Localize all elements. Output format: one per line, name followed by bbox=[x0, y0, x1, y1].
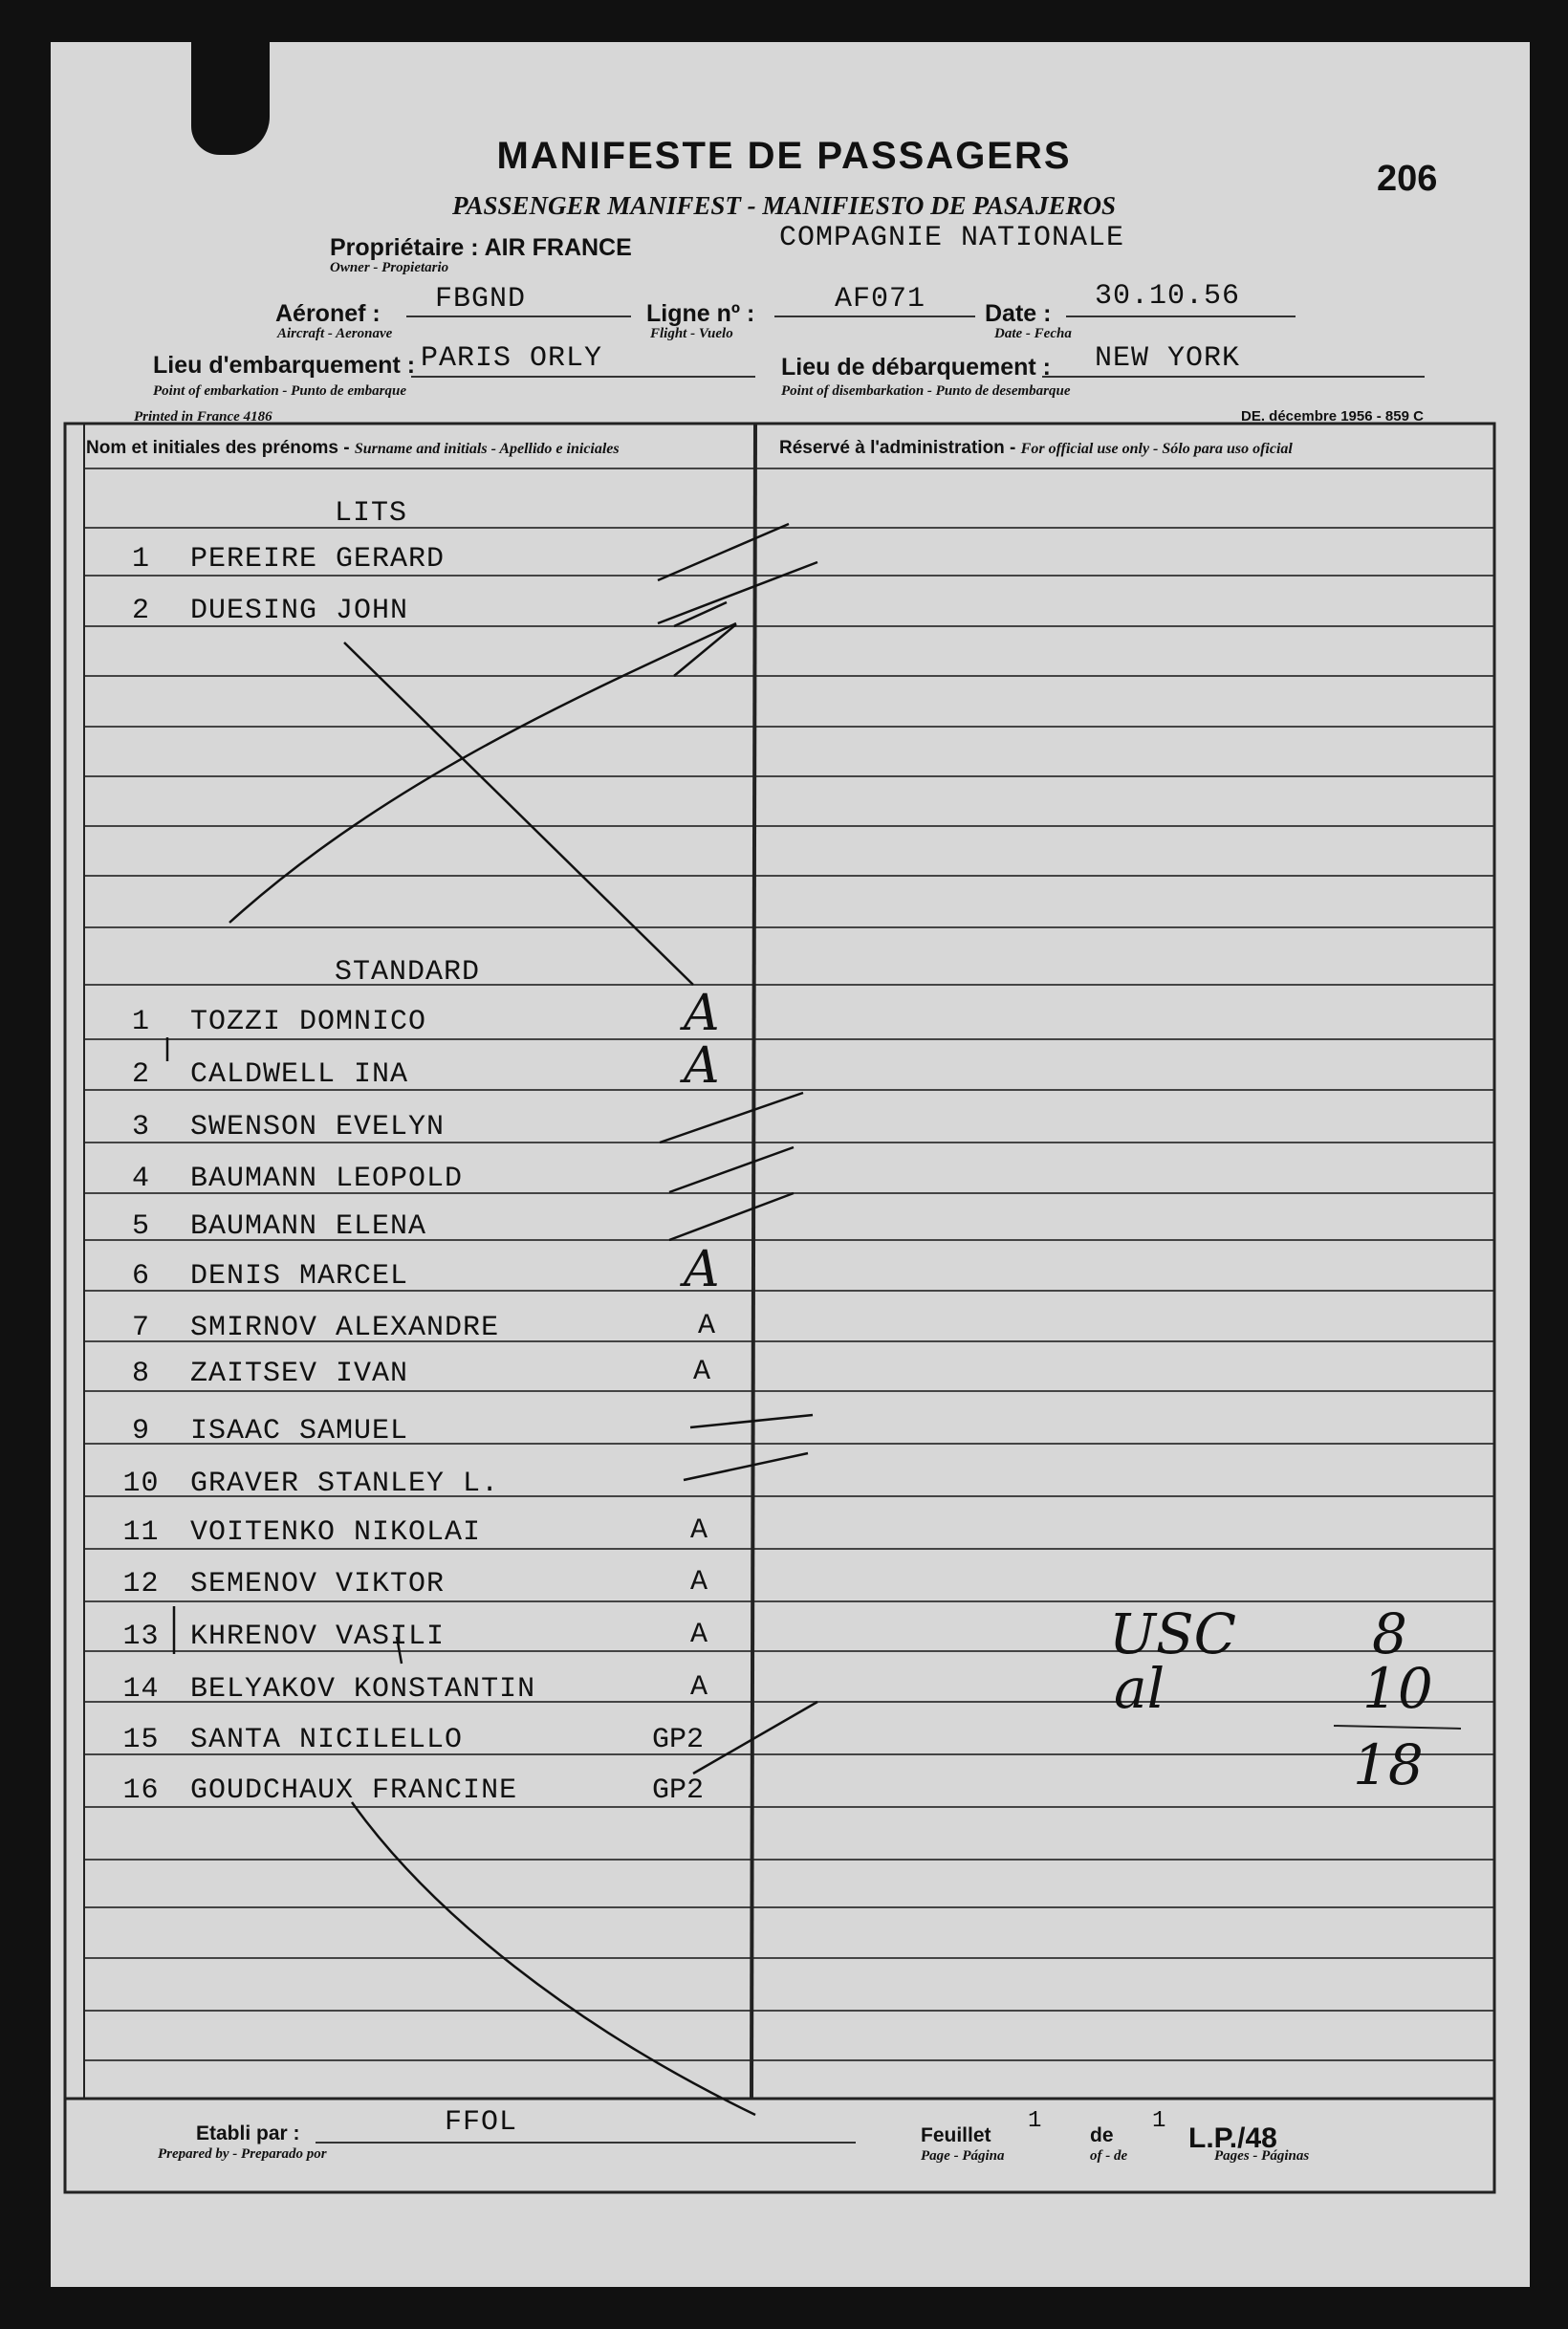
document-subtitle: PASSENGER MANIFEST - MANIFIESTO DE PASAJEROS bbox=[452, 191, 1116, 220]
admin-note-usc-value: 8 bbox=[1372, 1601, 1407, 1666]
passenger-name: TOZZI DOMNICO bbox=[190, 1006, 427, 1038]
passenger-number: 7 bbox=[131, 1312, 150, 1344]
standard-row bbox=[110, 1673, 535, 1711]
disembark-sublabel: Point of disembarkation - Punto de desembarque bbox=[781, 383, 1071, 399]
sheet-label: Feuillet bbox=[921, 2124, 991, 2146]
passenger-name: ZAITSEV IVAN bbox=[190, 1358, 409, 1390]
aircraft-label: Aéronef : bbox=[275, 300, 381, 327]
passenger-name: GOUDCHAUX FRANCINE bbox=[190, 1774, 518, 1807]
passenger-name: SMIRNOV ALEXANDRE bbox=[190, 1312, 500, 1344]
passenger-number: 12 bbox=[122, 1568, 160, 1600]
page-number: 206 bbox=[1377, 159, 1438, 199]
passenger-name: SWENSON EVELYN bbox=[190, 1111, 446, 1143]
passenger-name: DUESING JOHN bbox=[190, 595, 409, 627]
passenger-name: PEREIRE GERARD bbox=[190, 543, 446, 576]
passenger-number: 3 bbox=[131, 1111, 150, 1143]
note-mark: A bbox=[690, 1619, 708, 1651]
section-title-standard: STANDARD bbox=[335, 956, 481, 989]
prepared-sublabel: Prepared by - Preparado por bbox=[158, 2146, 327, 2162]
passenger-number: 9 bbox=[131, 1415, 150, 1447]
owner-label: Propriétaire : AIR FRANCE bbox=[330, 234, 632, 261]
passenger-number: 13 bbox=[122, 1621, 160, 1653]
note-mark: GP2 bbox=[652, 1774, 705, 1807]
passenger-number: 2 bbox=[131, 595, 150, 627]
passenger-name: KHRENOV VASILI bbox=[190, 1621, 446, 1653]
standard-row bbox=[110, 1163, 463, 1201]
passenger-number: 4 bbox=[131, 1163, 150, 1195]
aircraft-value: FBGND bbox=[435, 283, 527, 316]
owner-value: COMPAGNIE NATIONALE bbox=[779, 222, 1125, 254]
standard-row bbox=[110, 1358, 408, 1396]
standard-row bbox=[110, 1568, 445, 1606]
lits-row bbox=[110, 595, 408, 633]
passenger-name: SEMENOV VIKTOR bbox=[190, 1568, 446, 1600]
note-mark: GP2 bbox=[652, 1724, 705, 1756]
note-mark: A bbox=[690, 1671, 708, 1704]
standard-row bbox=[110, 1724, 463, 1762]
owner-sublabel: Owner - Propietario bbox=[330, 260, 449, 275]
of-value: 1 bbox=[1152, 2108, 1167, 2134]
passenger-name: CALDWELL INA bbox=[190, 1058, 409, 1091]
standard-row bbox=[110, 1260, 408, 1298]
standard-row bbox=[110, 1006, 426, 1044]
passenger-number: 11 bbox=[122, 1516, 160, 1549]
note-mark: A bbox=[684, 1241, 720, 1298]
admin-note-total: 18 bbox=[1353, 1732, 1424, 1797]
passenger-name: SANTA NICILELLO bbox=[190, 1724, 464, 1756]
disembark-value: NEW YORK bbox=[1095, 342, 1241, 375]
passenger-number: 1 bbox=[131, 1006, 150, 1038]
flight-value: AF071 bbox=[835, 283, 926, 316]
of-label: de bbox=[1090, 2124, 1114, 2146]
passenger-name: BELYAKOV KONSTANTIN bbox=[190, 1673, 536, 1706]
standard-row bbox=[110, 1111, 445, 1149]
standard-row bbox=[110, 1058, 408, 1097]
note-mark: A bbox=[690, 1566, 708, 1599]
passenger-number: 14 bbox=[122, 1673, 160, 1706]
printed-note: Printed in France 4186 bbox=[134, 409, 272, 424]
pages-sublabel: Pages - Páginas bbox=[1214, 2148, 1310, 2164]
column-header-admin: Réservé à l'administration - For official use only - Sólo para uso oficial bbox=[779, 438, 1293, 458]
note-mark: A bbox=[690, 1514, 708, 1547]
stamp: L.P./48 bbox=[1188, 2122, 1277, 2154]
standard-row bbox=[110, 1621, 445, 1659]
date-sublabel: Date - Fecha bbox=[994, 326, 1072, 341]
prepared-label: Etabli par : bbox=[196, 2122, 300, 2144]
passenger-number: 6 bbox=[131, 1260, 150, 1293]
standard-row bbox=[110, 1415, 408, 1453]
passenger-number: 1 bbox=[131, 543, 150, 576]
embark-label: Lieu d'embarquement : bbox=[153, 352, 416, 379]
note-mark: A bbox=[693, 1356, 711, 1388]
passenger-number: 8 bbox=[131, 1358, 150, 1390]
passenger-number: 2 bbox=[131, 1058, 150, 1091]
sheet-sublabel: Page - Página bbox=[921, 2148, 1005, 2164]
form-code: DE. décembre 1956 - 859 C bbox=[1241, 408, 1424, 424]
note-mark: A bbox=[698, 1310, 716, 1342]
standard-row bbox=[110, 1516, 481, 1555]
standard-row bbox=[110, 1774, 517, 1813]
note-mark: A bbox=[684, 1037, 720, 1095]
admin-note-al-value: 10 bbox=[1362, 1656, 1433, 1721]
flight-label: Ligne nº : bbox=[646, 300, 755, 327]
embark-value: PARIS ORLY bbox=[421, 342, 603, 375]
passenger-number: 15 bbox=[122, 1724, 160, 1756]
handwritten-total-line bbox=[1334, 1726, 1461, 1729]
sheet-value: 1 bbox=[1028, 2108, 1043, 2134]
passenger-number: 5 bbox=[131, 1210, 150, 1243]
passenger-name: DENIS MARCEL bbox=[190, 1260, 409, 1293]
standard-row bbox=[110, 1210, 426, 1249]
lits-row bbox=[110, 543, 445, 581]
aircraft-sublabel: Aircraft - Aeronave bbox=[277, 326, 393, 341]
flight-sublabel: Flight - Vuelo bbox=[650, 326, 733, 341]
disembark-label: Lieu de débarquement : bbox=[781, 354, 1051, 381]
prepared-value: FFOL bbox=[445, 2106, 518, 2139]
date-value: 30.10.56 bbox=[1095, 280, 1241, 313]
note-mark: A bbox=[684, 985, 720, 1042]
date-label: Date : bbox=[985, 300, 1052, 327]
of-sublabel: of - de bbox=[1090, 2148, 1128, 2164]
admin-note-usc-label: USC bbox=[1109, 1601, 1236, 1666]
admin-note-al-label: al bbox=[1114, 1656, 1165, 1721]
standard-row bbox=[110, 1468, 499, 1506]
passenger-name: GRAVER STANLEY L. bbox=[190, 1468, 500, 1500]
embark-sublabel: Point of embarkation - Punto de embarque bbox=[153, 383, 407, 399]
passenger-name: BAUMANN LEOPOLD bbox=[190, 1163, 464, 1195]
passenger-number: 16 bbox=[122, 1774, 160, 1807]
passenger-name: BAUMANN ELENA bbox=[190, 1210, 427, 1243]
standard-row bbox=[110, 1312, 499, 1350]
passenger-name: VOITENKO NIKOLAI bbox=[190, 1516, 482, 1549]
document-title: MANIFESTE DE PASSAGERS bbox=[496, 135, 1072, 177]
passenger-name: ISAAC SAMUEL bbox=[190, 1415, 409, 1447]
section-title-lits: LITS bbox=[335, 497, 408, 530]
column-header-names: Nom et initiales des prénoms - Surname and initials - Apellido e iniciales bbox=[86, 438, 620, 458]
passenger-number: 10 bbox=[122, 1468, 160, 1500]
